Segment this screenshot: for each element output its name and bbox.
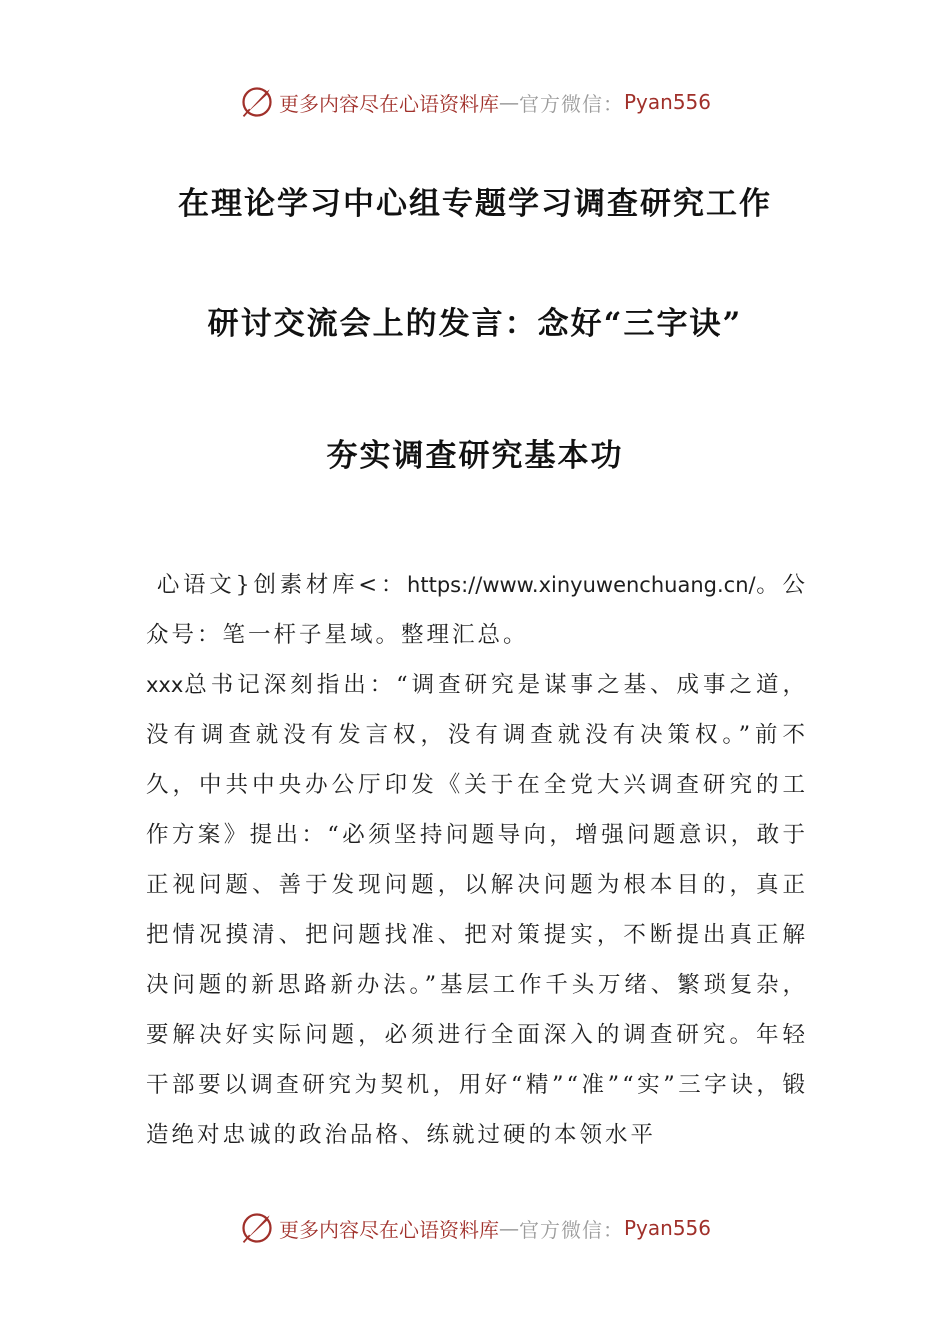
footer-banner	[0, 1208, 950, 1248]
quill-logo-icon	[239, 84, 275, 120]
paragraph-body: 总书记深刻指出：“调查研究是谋事之基、成事之道，没有调查就没有发言权，没有调查就没有决策权。”前不久，中共中央办公厅印发《关于在全党大兴调查研究的工作方案》提出：“必须坚持问题导向，增强问题意识，敢于正视问题、善于发现问题，以解决问题为根本目的，真正把情况摸清、把问题找准、把对策提实，不断提出真正解决问题的新思路新办法。”基层工作千头万绪、繁琐复杂，要解决好实际问题，必须进行全面深入的调查研究。年轻干部要以调查研究为契机，用好“精”“准”“实”三字诀，锻造绝对忠诚的政治品格、练就过硬的本领水平	[146, 672, 808, 1148]
banner-wechat-id: Pyan556	[623, 1216, 711, 1240]
banner-dash: —	[498, 90, 519, 114]
title-line-2: 研讨交流会上的发言：念好“三字诀”	[207, 306, 743, 342]
banner-wechat-id: Pyan556	[623, 90, 711, 114]
source-url-link[interactable]: https://www.xinyuwenchuang.cn/	[407, 573, 756, 597]
source-suffix: 。公众号：笔一杆子星域。整理汇总。	[146, 572, 808, 648]
header-banner	[0, 82, 950, 122]
banner-brand: 更多内容尽在心语资料库	[278, 91, 499, 116]
main-paragraph	[146, 660, 808, 1160]
source-paragraph	[146, 560, 808, 660]
source-prefix: 心语文}创素材库<：	[156, 572, 408, 598]
document-body	[146, 560, 808, 1160]
banner-brand: 更多内容尽在心语资料库	[278, 1217, 499, 1242]
banner-dash: —	[498, 1216, 519, 1240]
banner-wechat-label: 官方微信：	[518, 1217, 624, 1242]
paragraph-prefix: xxx	[146, 673, 184, 697]
banner-wechat-label: 官方微信：	[518, 91, 624, 116]
title-line-1: 在理论学习中心组专题学习调查研究工作	[178, 186, 772, 222]
quill-logo-icon	[239, 1210, 275, 1246]
title-line-3: 夯实调查研究基本功	[326, 438, 624, 474]
